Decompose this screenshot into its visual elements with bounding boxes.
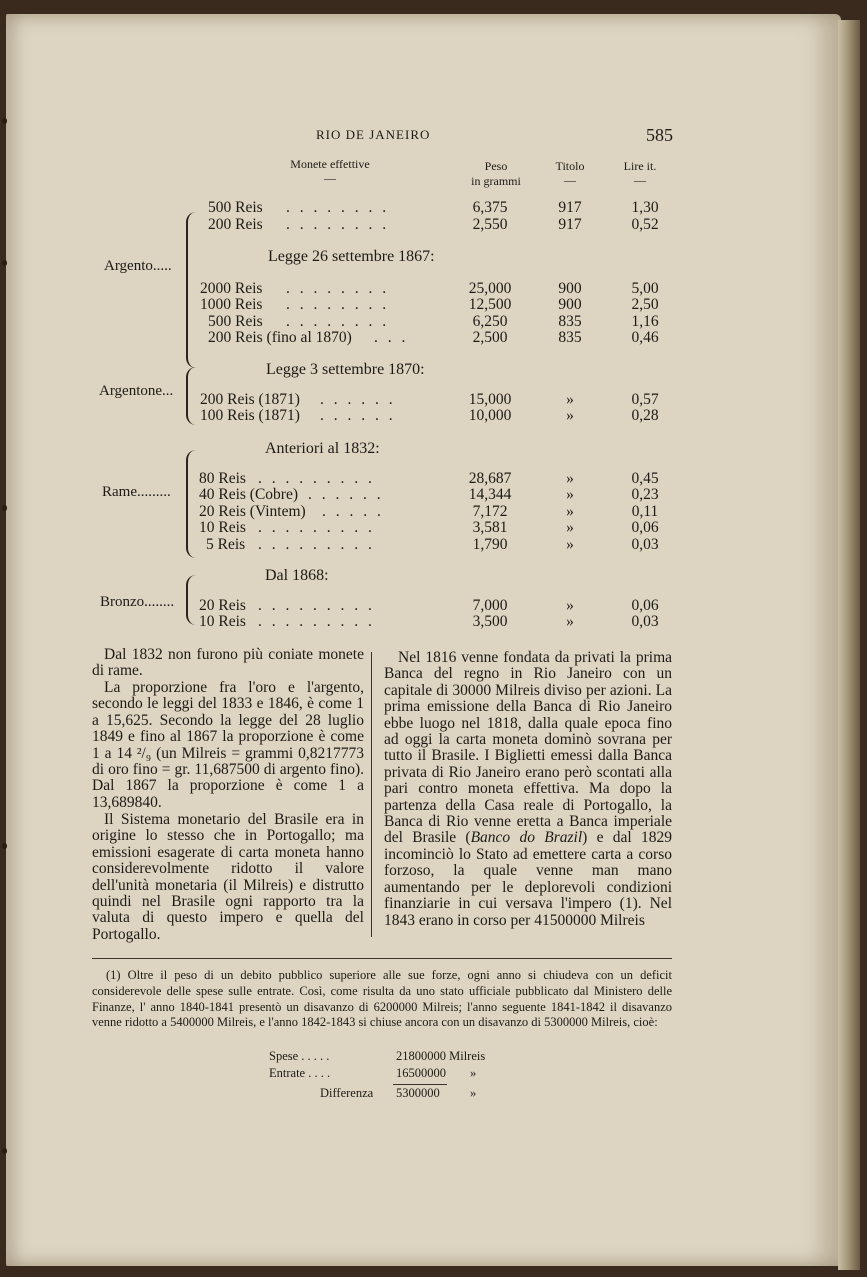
table-row: [0, 296, 867, 314]
weight-value: 10,000: [468, 407, 512, 424]
column-header-dash: —: [324, 171, 336, 185]
coin-label: 200 Reis (1871): [200, 391, 300, 408]
weight-value: 3,581: [472, 519, 508, 536]
weight-value: 6,375: [472, 199, 508, 216]
weight-value: 7,172: [472, 503, 508, 520]
footnote-rule: [92, 958, 672, 959]
column-header-dash: —: [634, 173, 646, 187]
lire-value: 0,06: [631, 597, 659, 614]
footnote-differenza-unit: »: [470, 1086, 477, 1100]
column-header-weight: [456, 159, 536, 189]
footnote-differenza-value: 5300000: [396, 1086, 440, 1100]
fineness-value: 917: [558, 199, 582, 216]
left-paragraph-2: La proporzione fra l'oro e l'argento, secondo le leggi del 1833 e 1846, è come 1 a 15,625. Secondo la legge del 28 luglio 1849 e fino al 1867 la proporzione è come 1 a 14 ²/₉ (un Milreis = grammi 0,8217773 di oro fino = gr. 11,687500 di argento fino). Dal 1867 la proporzione è come 1 a 13,689840.: [92, 679, 364, 811]
weight-value: 12,500: [468, 296, 512, 313]
weight-value: 15,000: [468, 391, 512, 408]
right-paragraph-text: Nel 1816 venne fondata da privati la prima Banca del regno in Rio Janeiro con un capitale di 30000 Milreis diviso per azioni. La prima emissione della Banca di Rio Janeiro ebbe luogo nel 1818, dalla quale epoca fino ad oggi la carta moneta dominò sovrana per tutto il Brasile. I Biglietti emessi dalla Banca privata di Rio Janeiro erano però scontati alla pari contro moneta effettiva. Ma dopo la partenza della Casa reale di Portogallo, la Banca di Rio venne eretta a Banca imperiale del Brasile (: [384, 649, 672, 847]
coin-label: 40 Reis (Cobre): [199, 486, 299, 503]
column-header-fineness: [540, 159, 600, 186]
footnote-differenza-label: Differenza: [320, 1086, 374, 1100]
coin-label: 1000 Reis: [200, 296, 263, 313]
leader-dots: . . . . . .: [320, 407, 396, 424]
running-head: [0, 127, 867, 147]
coin-label: 5 Reis: [206, 536, 246, 553]
group-label-argentone: Argentone...: [99, 383, 174, 399]
weight-value: 25,000: [468, 280, 512, 297]
fineness-value: »: [566, 407, 574, 424]
table-row: [0, 199, 867, 217]
leader-dots: . . . . . . . . .: [258, 519, 375, 536]
footnote-text: (1) Oltre il peso di un debito pubblico superiore alle sue forze, ogni anno si chiudeva con un deficit considerevole delle spese sulle entrate. Così, come risulta da uno stato ufficiale pubblicato dal Ministero delle Finanze, l' anno 1840-1841 presentò un disavanzo di 6200000 Milreis; l'anno seguente 1841-1842 il disavanzo venne ridotto a 5400000 Milreis, e l'anno 1842-1843 si chiuse ancora con un disavanzo di 5300000 Milreis, cioè:: [92, 968, 672, 1030]
heading-legge-1870: Legge 3 settembre 1870:: [266, 361, 425, 378]
right-paragraph-text-end: ) e dal 1829 incominciò lo Stato ad emettere carta a corso forzoso, la quale venne man mano aumentando per le deplorevoli condizioni finanziarie in cui versava l'impero (1). Nel 1843 erano in corso per 41500000 Milreis: [384, 829, 672, 929]
coin-label: 100 Reis (1871): [200, 407, 300, 424]
table-row: [0, 216, 867, 234]
footnote-spese-label: Spese . . . . .: [269, 1049, 330, 1063]
binding-hole: [2, 260, 7, 266]
lire-value: 0,03: [631, 613, 659, 630]
fineness-value: »: [566, 470, 574, 487]
lire-value: 2,50: [631, 296, 659, 313]
footnote-sum-rule: [393, 1084, 447, 1085]
weight-value: 1,790: [472, 536, 508, 553]
column-header-lire: [610, 159, 670, 186]
table-row: [0, 536, 867, 554]
lire-value: 0,28: [631, 407, 659, 424]
weight-value: 28,687: [468, 470, 512, 487]
fineness-value: 835: [558, 313, 582, 330]
heading-dal-1868: Dal 1868:: [265, 567, 329, 584]
coin-label: 2000 Reis: [200, 280, 263, 297]
coin-label: 20 Reis (Vintem): [199, 503, 306, 520]
lire-value: 0,06: [631, 519, 659, 536]
weight-value: 14,344: [468, 486, 512, 503]
fineness-value: »: [566, 536, 574, 553]
lire-value: 0,52: [631, 216, 659, 233]
fineness-value: »: [566, 503, 574, 520]
group-label-rame: Rame.........: [102, 484, 171, 500]
heading-legge-1867: Legge 26 settembre 1867:: [268, 248, 435, 265]
fineness-value: »: [566, 519, 574, 536]
fineness-value: »: [566, 613, 574, 630]
lire-value: 0,46: [631, 329, 659, 346]
coin-label: 500 Reis: [208, 199, 263, 216]
coin-label: 80 Reis: [199, 470, 246, 487]
column-header-weight-line1: Peso: [484, 159, 508, 173]
weight-value: 2,500: [472, 329, 508, 346]
fineness-value: »: [566, 391, 574, 408]
coin-label: 10 Reis: [199, 519, 246, 536]
leader-dots: . . . . . . . . .: [258, 536, 375, 553]
right-paragraph-italic: Banco do Brazil: [470, 829, 583, 847]
weight-value: 6,250: [472, 313, 508, 330]
lire-value: 0,11: [631, 503, 659, 520]
coin-label: 20 Reis: [199, 597, 246, 614]
left-paragraph-1: Dal 1832 non furono più coniate monete di rame.: [92, 646, 364, 680]
weight-value: 2,550: [472, 216, 508, 233]
table-row: [0, 407, 867, 425]
footnote-entrate-unit: »: [470, 1066, 477, 1080]
lire-value: 0,03: [631, 536, 659, 553]
table-row: [0, 613, 867, 631]
leader-dots: . . . . . . . .: [286, 216, 390, 233]
leader-dots: . . . . . . . .: [286, 199, 390, 216]
column-header-dash: —: [564, 173, 576, 187]
fineness-value: 835: [558, 329, 582, 346]
heading-anteriori-1832: Anteriori al 1832:: [265, 440, 380, 457]
column-header-coins: [270, 157, 390, 184]
coin-label: 10 Reis: [199, 613, 246, 630]
leader-dots: . . . . . . . .: [286, 313, 390, 330]
lire-value: 1,30: [631, 199, 659, 216]
group-label-bronzo: Bronzo........: [100, 594, 175, 610]
footnote-spese-value: 21800000 Milreis: [396, 1049, 486, 1063]
binding-hole: [2, 1148, 7, 1154]
footnote-entrate-label: Entrate . . . .: [269, 1066, 331, 1080]
coin-label: 500 Reis: [208, 313, 263, 330]
column-header-weight-line2: in grammi: [471, 174, 521, 188]
fineness-value: 900: [558, 296, 582, 313]
running-title: RIO DE JANEIRO: [316, 127, 431, 142]
column-header-fineness-label: Titolo: [555, 159, 585, 173]
group-label-argento: Argento.....: [104, 258, 172, 274]
binding-hole: [2, 843, 7, 849]
coin-label: 200 Reis: [208, 216, 263, 233]
leader-dots: . . . . .: [322, 503, 384, 520]
leader-dots: . . . . . . . . .: [258, 470, 375, 487]
right-paragraph: [384, 650, 672, 929]
leader-dots: . . .: [374, 329, 409, 346]
lire-value: 5,00: [631, 280, 659, 297]
leader-dots: . . . . . . . .: [286, 296, 390, 313]
footnote-entrate-value: 16500000: [396, 1066, 446, 1080]
coin-label: 200 Reis (fino al 1870): [208, 329, 352, 346]
fineness-value: »: [566, 486, 574, 503]
fineness-value: 917: [558, 216, 582, 233]
weight-value: 7,000: [472, 597, 508, 614]
weight-value: 3,500: [472, 613, 508, 630]
fineness-value: 900: [558, 280, 582, 297]
lire-value: 0,23: [631, 486, 659, 503]
page-number: 585: [646, 125, 673, 145]
lire-value: 0,45: [631, 470, 659, 487]
binding-hole: [2, 118, 7, 124]
leader-dots: . . . . . .: [320, 391, 396, 408]
table-row: [0, 486, 867, 504]
column-header-coins-label: Monete effettive: [290, 157, 370, 171]
leader-dots: . . . . . . . . .: [258, 613, 375, 630]
left-paragraph-3: Il Sistema monetario del Brasile era in origine lo stesso che in Portogallo; ma emissioni esagerate di carta moneta hanno considerevolmente ridotto il valore dell'unità monetaria (il Milreis) e distrutto quindi nel Brasile ogni rapporto tra la valuta di questo impero e quella del Portogallo.: [92, 811, 364, 943]
leader-dots: . . . . . . . .: [286, 280, 390, 297]
lire-value: 0,57: [631, 391, 659, 408]
lire-value: 1,16: [631, 313, 659, 330]
leader-dots: . . . . . . . . .: [258, 597, 375, 614]
table-row: [0, 519, 867, 537]
table-row: [0, 329, 867, 347]
column-divider: [371, 652, 372, 937]
leader-dots: . . . . . .: [308, 486, 384, 503]
column-header-lire-label: Lire it.: [623, 159, 657, 173]
fineness-value: »: [566, 597, 574, 614]
